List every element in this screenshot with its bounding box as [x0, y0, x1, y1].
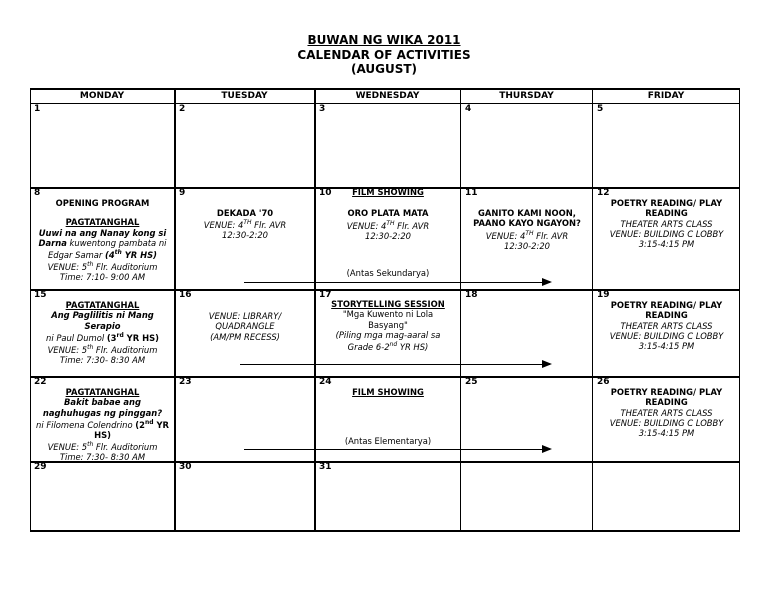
grid-line: [30, 88, 31, 532]
event-opening-program: [32, 198, 173, 283]
date-number: 18: [465, 290, 478, 300]
grade-sup: th: [114, 249, 122, 257]
grade-end: YR HS): [94, 419, 169, 440]
event-time: 12:30-2:20: [504, 240, 550, 251]
play-title: Ang Paglilitis ni Mang Serapio: [51, 310, 154, 331]
event-venue: VENUE: BUILDING C LOBBY: [609, 417, 724, 428]
date-number: 19: [597, 290, 610, 300]
venue-text: VENUE: 5: [47, 344, 88, 355]
header-monday: MONDAY: [79, 91, 125, 101]
venue-text: VENUE: 4: [203, 220, 244, 231]
event-heading: FILM SHOWING: [352, 387, 424, 397]
grade-sup: rd: [116, 331, 124, 339]
event-class: THEATER ARTS CLASS: [620, 320, 713, 331]
date-number: 11: [465, 188, 478, 198]
span-arrow: [244, 449, 550, 450]
grade-level: [105, 250, 157, 260]
event-time: 3:15-4:15 PM: [638, 428, 695, 439]
document-title: BUWAN NG WIKA 2011: [307, 33, 461, 47]
date-number: 25: [465, 377, 478, 387]
document-month: (AUGUST): [350, 62, 418, 76]
event-heading: FILM SHOWING: [352, 187, 424, 197]
event-venue: VENUE: BUILDING C LOBBY: [609, 228, 724, 239]
date-number: 8: [34, 188, 41, 198]
venue-text: VENUE: 4: [485, 230, 526, 241]
event-venue: VENUE: LIBRARY/ QUADRANGLE: [208, 311, 282, 332]
event-film-showing: [316, 187, 460, 241]
date-number: 5: [597, 104, 604, 114]
event-time: 12:30-2:20: [222, 230, 268, 241]
play-author: ni Paul Dumol: [46, 332, 105, 343]
grade-end: YR HS): [123, 332, 159, 343]
arrow-head: [542, 445, 552, 453]
event-description: [32, 228, 173, 261]
grade-level: [107, 333, 159, 343]
event-poetry-reading: [594, 387, 739, 438]
grid-line: [592, 88, 593, 532]
event-time: 12:30-2:20: [365, 230, 411, 241]
event-ganito-kami-noon: [462, 208, 592, 251]
event-note: [316, 330, 460, 352]
grade-end: YR HS): [121, 249, 158, 260]
venue-end: Flr. AVR: [251, 220, 287, 231]
venue-sup: th: [87, 261, 94, 269]
date-number: 12: [597, 188, 610, 198]
event-heading: PAGTATANGHAL: [65, 217, 140, 228]
event-film-showing: [316, 387, 460, 397]
grade-text: (3: [106, 332, 117, 343]
event-library-venue: [190, 311, 300, 342]
play-title: Uuwi na ang Nanay kong si Darna: [38, 227, 167, 248]
event-title: DEKADA '70: [216, 208, 274, 218]
event-venue: [32, 343, 173, 355]
venue-sup: TH: [243, 219, 252, 227]
date-number: 16: [179, 290, 192, 300]
venue-sup: TH: [525, 229, 534, 237]
event-heading: PAGTATANGHAL: [65, 387, 140, 397]
event-pagtatanghal: [32, 387, 173, 463]
event-description: [32, 418, 173, 440]
grid-line: [174, 88, 176, 532]
grid-line: [30, 103, 740, 104]
span-arrow: [240, 364, 550, 365]
event-storytelling-session: [316, 299, 460, 352]
event-title: OPENING PROGRAM: [55, 198, 150, 208]
venue-text: VENUE: 4: [346, 220, 387, 231]
header-friday: FRIDAY: [647, 91, 685, 101]
date-number: 1: [34, 104, 41, 114]
event-class: THEATER ARTS CLASS: [620, 218, 713, 229]
date-number: 2: [179, 104, 186, 114]
span-arrow: [244, 282, 550, 283]
event-title: POETRY READING/ PLAY READING: [610, 387, 723, 408]
venue-end: Flr. AVR: [394, 220, 430, 231]
event-time: Time: 7:30- 8:30 AM: [59, 355, 146, 366]
calendar-grid: [30, 88, 740, 532]
play-author: ni Filomena Colendrino: [36, 419, 133, 430]
grade-sup: nd: [144, 418, 154, 426]
event-pagtatanghal: [32, 300, 173, 365]
venue-sup: th: [87, 343, 94, 351]
date-number: 30: [179, 462, 192, 472]
date-number: 3: [319, 104, 326, 114]
document-subtitle: CALENDAR OF ACTIVITIES: [297, 48, 471, 62]
date-number: 24: [319, 377, 332, 387]
venue-end: Flr. Auditorium: [93, 262, 158, 273]
grid-line: [460, 88, 461, 532]
venue-sup: th: [87, 441, 94, 449]
venue-text: VENUE: 5: [47, 262, 88, 273]
audience-label: (Antas Elementarya): [344, 436, 432, 446]
venue-end: Flr. Auditorium: [93, 442, 158, 453]
date-number: 15: [34, 290, 47, 300]
event-venue: [176, 218, 314, 230]
event-time: Time: 7:30- 8:30 AM: [59, 452, 146, 463]
event-venue: VENUE: BUILDING C LOBBY: [609, 330, 724, 341]
event-time: 3:15-4:15 PM: [638, 341, 695, 352]
note-sup: nd: [389, 341, 398, 349]
event-title: GANITO KAMI NOON, PAANO KAYO NGAYON?: [473, 208, 581, 229]
event-venue: [316, 219, 460, 231]
event-venue: [32, 260, 173, 272]
date-number: 26: [597, 377, 610, 387]
arrow-head: [542, 278, 552, 286]
date-number: 29: [34, 462, 47, 472]
grade-text: (2: [135, 419, 145, 430]
date-number: 9: [179, 188, 186, 198]
date-number: 23: [179, 377, 192, 387]
play-description: kuwentong pambata ni Edgar Samar: [47, 237, 167, 260]
date-number: 31: [319, 462, 332, 472]
grid-line: [30, 530, 740, 532]
venue-end: Flr. AVR: [533, 230, 569, 241]
grid-line: [30, 289, 740, 291]
event-class: THEATER ARTS CLASS: [620, 407, 713, 418]
header-tuesday: TUESDAY: [221, 91, 268, 101]
event-poetry-reading: [594, 300, 739, 351]
event-title: POETRY READING/ PLAY READING: [610, 198, 723, 219]
date-number: 4: [465, 104, 472, 114]
venue-text: VENUE: 5: [47, 442, 88, 453]
note-text: (Piling mga mag-aaral sa Grade 6-2: [335, 329, 441, 352]
header-wednesday: WEDNESDAY: [355, 91, 420, 101]
event-venue: [32, 440, 173, 452]
note-end: YR HS): [397, 341, 429, 352]
event-description: [32, 331, 173, 343]
event-heading: PAGTATANGHAL: [65, 300, 140, 310]
event-venue: [462, 229, 592, 241]
event-time: Time: 7:10- 9:00 AM: [59, 272, 146, 283]
event-poetry-reading: [594, 198, 739, 249]
date-number: 22: [34, 377, 47, 387]
event-dekada-70: [176, 208, 314, 241]
venue-end: Flr. Auditorium: [93, 344, 158, 355]
audience-label: (Antas Sekundarya): [346, 268, 430, 278]
event-title: ORO PLATA MATA: [347, 208, 429, 219]
grade-text: (4: [105, 249, 115, 260]
event-heading: STORYTELLING SESSION: [331, 299, 445, 309]
date-number: 17: [319, 290, 332, 300]
play-title: Bakit babae ang naghuhugas ng pinggan?: [42, 397, 163, 418]
event-time: 3:15-4:15 PM: [638, 239, 695, 250]
grid-line: [30, 376, 740, 378]
event-title: POETRY READING/ PLAY READING: [610, 300, 723, 321]
event-note: (AM/PM RECESS): [210, 331, 280, 342]
grid-line: [739, 88, 740, 532]
date-number: 10: [319, 188, 332, 198]
venue-sup: TH: [386, 219, 395, 227]
header-thursday: THURSDAY: [499, 91, 554, 101]
event-title: "Mga Kuwento ni Lola Basyang": [342, 309, 434, 330]
arrow-head: [542, 360, 552, 368]
